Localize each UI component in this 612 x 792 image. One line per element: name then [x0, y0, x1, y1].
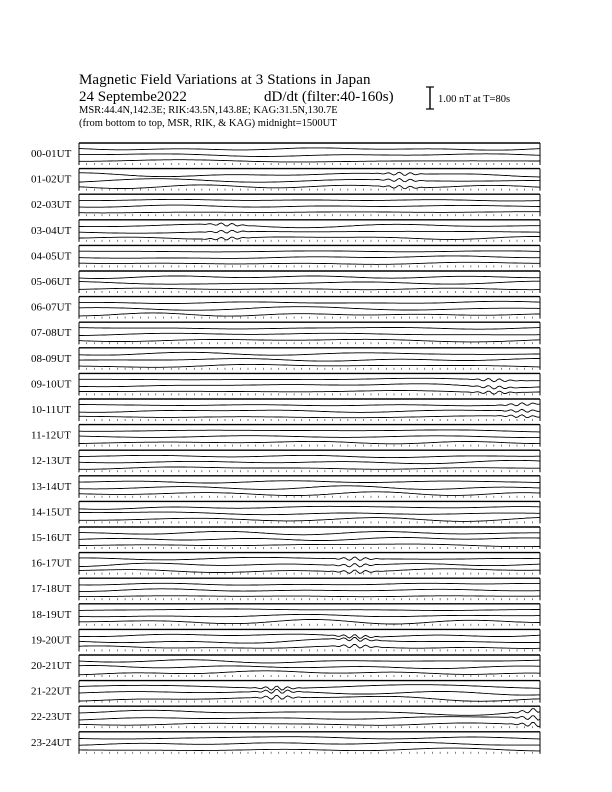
- hour-row: [31, 297, 540, 319]
- station-trace-msr: [79, 212, 540, 213]
- station-trace-msr: [79, 415, 540, 418]
- hour-row: [31, 527, 540, 549]
- station-trace-rik: [79, 436, 540, 438]
- station-trace-rik: [79, 409, 540, 412]
- hour-label: 03-04UT: [31, 224, 72, 237]
- station-trace-kag: [79, 352, 540, 355]
- hour-label: 11-12UT: [31, 429, 71, 442]
- hour-label: 05-06UT: [31, 276, 72, 288]
- station-trace-rik: [79, 179, 540, 183]
- scale-bar: [426, 87, 434, 109]
- hour-label: 18-19UT: [31, 608, 72, 621]
- hour-label: 15-16UT: [31, 532, 72, 544]
- station-trace-kag: [79, 685, 540, 690]
- hour-row: [31, 271, 540, 293]
- station-trace-kag: [79, 403, 540, 406]
- station-trace-rik: [79, 638, 540, 644]
- hour-label: 02-03UT: [31, 199, 72, 212]
- station-trace-rik: [79, 205, 540, 207]
- station-trace-kag: [79, 660, 540, 663]
- station-trace-kag: [79, 276, 540, 279]
- station-trace-rik: [79, 742, 540, 745]
- minute-ticks: [79, 470, 540, 472]
- minute-ticks: [79, 598, 540, 600]
- station-trace-msr: [79, 748, 540, 751]
- station-trace-msr: [79, 723, 540, 727]
- station-coordinates: MSR:44.4N,142.3E; RIK:43.5N,143.8E; KAG:31.5N,130.7E: [79, 105, 338, 116]
- minute-ticks: [79, 726, 540, 728]
- station-trace-msr: [79, 160, 540, 162]
- station-trace-kag: [79, 328, 540, 330]
- station-trace-kag: [79, 737, 540, 739]
- station-trace-rik: [79, 230, 540, 233]
- hour-label: 04-05UT: [31, 250, 72, 263]
- station-trace-rik: [79, 563, 540, 567]
- hour-row: [31, 348, 540, 370]
- station-trace-kag: [79, 301, 540, 303]
- chart-title: Magnetic Field Variations at 3 Stations in Japan: [79, 72, 371, 88]
- filter-label: dD/dt (filter:40-160s): [264, 89, 394, 105]
- minute-ticks: [79, 265, 540, 267]
- station-trace-kag: [79, 251, 540, 252]
- station-trace-msr: [79, 544, 540, 547]
- hour-row: [31, 629, 540, 651]
- minute-ticks: [79, 573, 540, 575]
- station-trace-kag: [79, 223, 540, 228]
- hour-row: [31, 706, 540, 728]
- station-trace-msr: [79, 596, 540, 597]
- hour-row: [31, 681, 540, 703]
- station-trace-rik: [79, 307, 540, 311]
- station-trace-rik: [79, 281, 540, 284]
- hour-label: 14-15UT: [31, 506, 72, 519]
- station-trace-rik: [79, 716, 540, 720]
- station-trace-rik: [79, 460, 540, 463]
- minute-ticks: [79, 291, 540, 293]
- minute-ticks: [79, 419, 540, 421]
- station-trace-kag: [79, 709, 540, 716]
- minute-ticks: [79, 189, 540, 191]
- hour-label: 17-18UT: [31, 583, 72, 596]
- hour-label: 19-20UT: [31, 634, 72, 647]
- minute-ticks: [79, 547, 540, 549]
- hour-label: 23-24UT: [31, 736, 72, 749]
- station-trace-kag: [79, 481, 540, 483]
- minute-ticks: [79, 214, 540, 216]
- hour-row: [31, 655, 540, 677]
- hour-row: [31, 732, 540, 754]
- hour-label: 06-07UT: [31, 301, 72, 314]
- hour-row: [31, 425, 540, 447]
- station-trace-rik: [79, 154, 540, 157]
- minute-ticks: [79, 393, 540, 395]
- hour-label: 20-21UT: [31, 660, 72, 672]
- station-trace-msr: [79, 492, 540, 496]
- minute-ticks: [79, 163, 540, 165]
- station-trace-rik: [79, 689, 540, 695]
- hour-row: [31, 553, 540, 575]
- station-trace-kag: [79, 430, 540, 432]
- hour-row: [31, 450, 540, 472]
- station-trace-kag: [79, 378, 540, 382]
- station-trace-msr: [79, 313, 540, 316]
- hour-label: 10-11UT: [31, 404, 71, 416]
- station-trace-msr: [79, 695, 540, 701]
- hour-row: [31, 476, 540, 498]
- minute-ticks: [79, 675, 540, 677]
- minute-ticks: [79, 240, 540, 242]
- station-trace-rik: [79, 512, 540, 515]
- hour-row: [31, 322, 540, 344]
- minute-ticks: [79, 342, 540, 344]
- station-trace-rik: [79, 486, 540, 490]
- minute-ticks: [79, 624, 540, 626]
- hour-label: 08-09UT: [31, 352, 72, 365]
- station-trace-kag: [79, 583, 540, 585]
- station-trace-rik: [79, 256, 540, 259]
- hour-label: 12-13UT: [31, 455, 72, 468]
- station-trace-kag: [79, 531, 540, 534]
- station-trace-rik: [79, 666, 540, 669]
- station-trace-rik: [79, 614, 540, 616]
- hour-label: 13-14UT: [31, 480, 72, 493]
- hour-row: [31, 245, 540, 267]
- station-trace-msr: [79, 288, 540, 290]
- minute-ticks: [79, 649, 540, 651]
- station-trace-msr: [79, 620, 540, 625]
- station-trace-msr: [79, 364, 540, 367]
- station-trace-msr: [79, 518, 540, 522]
- minute-ticks: [79, 317, 540, 319]
- station-order-note: (from bottom to top, MSR, RIK, & KAG) midnight=1500UT: [79, 118, 337, 129]
- minute-ticks: [79, 752, 540, 754]
- hour-row: [31, 143, 540, 165]
- hour-label: 16-17UT: [31, 557, 72, 570]
- station-trace-kag: [79, 172, 540, 177]
- hour-row: [31, 399, 540, 421]
- station-trace-kag: [79, 557, 540, 560]
- hour-label: 21-22UT: [31, 685, 72, 698]
- station-trace-rik: [79, 333, 540, 335]
- station-trace-msr: [79, 237, 540, 240]
- station-trace-msr: [79, 339, 540, 342]
- minute-ticks: [79, 445, 540, 447]
- station-trace-kag: [79, 199, 540, 201]
- station-trace-msr: [79, 671, 540, 675]
- hour-row: [31, 373, 540, 395]
- hour-label: 09-10UT: [31, 378, 72, 391]
- station-trace-kag: [79, 506, 540, 509]
- hour-label: 22-23UT: [31, 711, 72, 724]
- hour-row: [31, 501, 540, 523]
- hour-row: [31, 604, 540, 626]
- station-trace-kag: [79, 609, 540, 611]
- hour-label: 00-01UT: [31, 148, 72, 160]
- hour-label: 01-02UT: [31, 173, 72, 186]
- date-label: 24 Septembe2022: [79, 89, 187, 105]
- minute-ticks: [79, 496, 540, 498]
- hour-row: [31, 169, 540, 191]
- station-trace-msr: [79, 467, 540, 469]
- scale-bar-label: 1.00 nT at T=80s: [438, 94, 511, 105]
- hour-row: [31, 578, 540, 600]
- station-trace-msr: [79, 262, 540, 264]
- station-trace-rik: [79, 359, 540, 362]
- station-trace-rik: [79, 589, 540, 592]
- station-trace-msr: [79, 185, 540, 189]
- station-trace-kag: [79, 148, 540, 150]
- hour-label: 07-08UT: [31, 327, 72, 340]
- station-trace-msr: [79, 644, 540, 648]
- station-trace-kag: [79, 455, 540, 457]
- hour-row: [31, 194, 540, 216]
- station-trace-kag: [79, 634, 540, 638]
- hour-row: [31, 220, 540, 242]
- station-trace-rik: [79, 537, 540, 540]
- station-trace-rik: [79, 384, 540, 389]
- station-trace-msr: [79, 441, 540, 443]
- minute-ticks: [79, 368, 540, 370]
